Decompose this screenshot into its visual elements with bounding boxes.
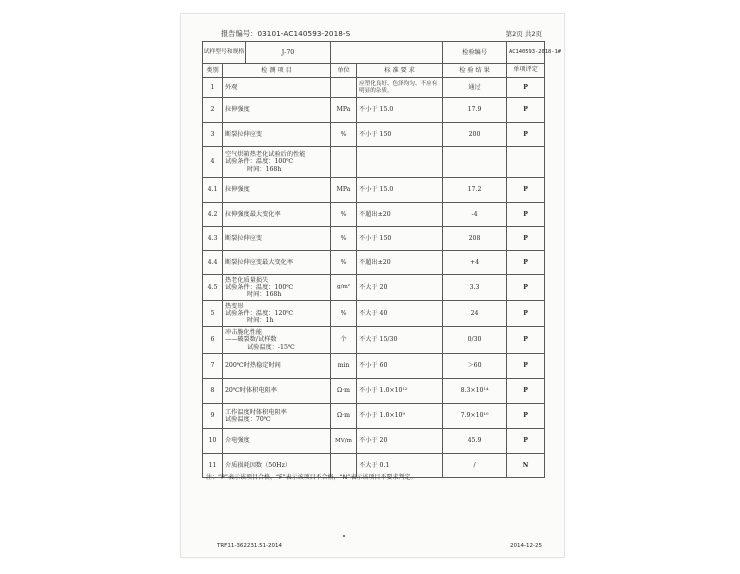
row-result [443,147,507,178]
row-requirement: 不小于 15.0 [357,98,443,123]
table-row [203,203,545,227]
table-row [203,275,545,301]
row-verdict: P [507,429,545,454]
row-unit: % [331,227,357,251]
row-number: 3 [203,123,223,147]
row-verdict: P [507,301,545,327]
page-indicator: 第2页 共2页 [505,30,542,38]
row-item: 200℃时热稳定时间 [223,354,331,379]
row-requirement: 不小于 1.0×10¹² [357,379,443,404]
row-requirement: 不大于 40 [357,301,443,327]
row-item: 外观 [223,78,331,98]
row-requirement: 不大于 0.1 [357,454,443,478]
row-result: 0/30 [443,327,507,354]
row-number: 2 [203,98,223,123]
row-requirement: 不超出±20 [357,203,443,227]
row-verdict: N [507,454,545,478]
row-unit: % [331,301,357,327]
row-number: 10 [203,429,223,454]
table-row [203,147,545,178]
row-verdict: P [507,354,545,379]
row-unit: MPa [331,178,357,203]
row-requirement: 不小于 15.0 [357,178,443,203]
table-row [203,178,545,203]
row-item: 热变形 试验条件：温度：120℃ 时间：1h [223,301,331,327]
row-result: 7.9×10¹⁰ [443,404,507,429]
row-result: 17.9 [443,98,507,123]
row-result: 45.9 [443,429,507,454]
footnote: 注：“P”表示该项目合格，“F”表示该项目不合格，“N”表示该项目不要求判定。 [206,474,417,481]
row-verdict: P [507,78,545,98]
table-row [203,98,545,123]
row-result: ＞60 [443,354,507,379]
table-row [203,78,545,98]
row-item: 介质损耗因数（50Hz） [223,454,331,478]
row-verdict: P [507,123,545,147]
row-requirement: 不超出±20 [357,251,443,275]
row-unit [331,147,357,178]
row-unit: MV/m [331,429,357,454]
row-result: 17.2 [443,178,507,203]
row-number: 4.4 [203,251,223,275]
row-item: 断裂拉伸应变最大变化率 [223,251,331,275]
row-verdict: P [507,227,545,251]
row-unit: min [331,354,357,379]
test-results-table [202,41,561,478]
sample-model-label: 试样型号和规格 [203,42,246,63]
col-category: 类别 [203,64,223,78]
row-unit: % [331,203,357,227]
row-unit: % [331,251,357,275]
row-unit: Ω·m [331,404,357,429]
row-number: 5 [203,301,223,327]
row-verdict: P [507,98,545,123]
test-no-label: 检验编号 [443,42,507,64]
report-page [180,13,565,558]
column-header-row [203,64,545,78]
row-number: 4.3 [203,227,223,251]
row-item: 断裂拉伸应变 [223,123,331,147]
row-item: 空气烘箱热老化试验后的性能 试验条件：温度：100℃ 时间：168h [223,147,331,178]
footer-date: 2014-12-25 [510,543,542,549]
row-number: 4.1 [203,178,223,203]
row-item: 冲击脆化性能 ——破裂数/试样数 试验温度：-15℃ [223,327,331,354]
col-verdict: 单项评定 [507,64,545,78]
col-unit: 单位 [331,64,357,78]
row-unit: % [331,123,357,147]
row-item: 工作温度时体积电阻率 试验温度：70℃ [223,404,331,429]
row-number: 4.2 [203,203,223,227]
row-result: 208 [443,227,507,251]
table-row [203,429,545,454]
row-requirement: 应塑化良好、色泽均匀、不应有明显的杂质。 [357,78,443,98]
table-row [203,327,545,354]
row-item: 拉伸强度 [223,98,331,123]
table-row [203,379,545,404]
page-mark [343,535,345,537]
table-row [203,404,545,429]
row-item: 拉伸强度最大变化率 [223,203,331,227]
row-number: 1 [203,78,223,98]
row-result: 24 [443,301,507,327]
row-verdict: P [507,203,545,227]
row-requirement: 不大于 15/30 [357,327,443,354]
row-verdict: P [507,327,545,354]
row-requirement [357,147,443,178]
row-number: 4 [203,147,223,178]
row-requirement: 不小于 150 [357,227,443,251]
row-item: 介电强度 [223,429,331,454]
table-row [203,354,545,379]
col-result: 检 验 结 果 [443,64,507,78]
row-result: 200 [443,123,507,147]
row-result: 3.3 [443,275,507,301]
row-verdict: P [507,251,545,275]
row-verdict: P [507,275,545,301]
row-result: / [443,454,507,478]
row-item: 热老化质量损失 试验条件：温度：100℃ 时间：168h [223,275,331,301]
sample-model-value: J-70 [281,48,295,56]
row-number: 9 [203,404,223,429]
row-item: 拉伸强度 [223,178,331,203]
col-requirement: 标 准 要 求 [357,64,443,78]
table-row [203,251,545,275]
row-requirement: 不大于 20 [357,275,443,301]
row-item: 20℃时体积电阻率 [223,379,331,404]
row-unit: Ω·m [331,379,357,404]
row-number: 6 [203,327,223,354]
row-result: +4 [443,251,507,275]
row-requirement: 不小于 60 [357,354,443,379]
row-verdict: P [507,178,545,203]
table-row [203,227,545,251]
row-unit: MPa [331,98,357,123]
row-requirement: 不小于 1.0×10⁹ [357,404,443,429]
row-verdict [507,147,545,178]
test-no-value: AC140593-2018-1# [507,42,545,64]
row-result: 通过 [443,78,507,98]
row-number: 8 [203,379,223,404]
row-item: 断裂拉伸应变 [223,227,331,251]
row-result: -4 [443,203,507,227]
row-verdict: P [507,379,545,404]
report-number: 报告编号：03101-AC140593-2018-S [221,29,351,38]
table-row [203,123,545,147]
row-unit: 个 [331,327,357,354]
table-row [203,301,545,327]
row-number: 4.5 [203,275,223,301]
form-number: TRF11-362231.51-2014 [217,543,283,549]
row-unit: g/m² [331,275,357,301]
row-verdict: P [507,404,545,429]
row-unit [331,78,357,98]
row-number: 7 [203,354,223,379]
row-requirement: 不小于 150 [357,123,443,147]
sample-info-row [203,42,545,64]
row-result: 8.3×10¹⁴ [443,379,507,404]
row-number: 11 [203,454,223,478]
col-item: 检 测 项 目 [223,64,331,78]
row-requirement: 不小于 20 [357,429,443,454]
